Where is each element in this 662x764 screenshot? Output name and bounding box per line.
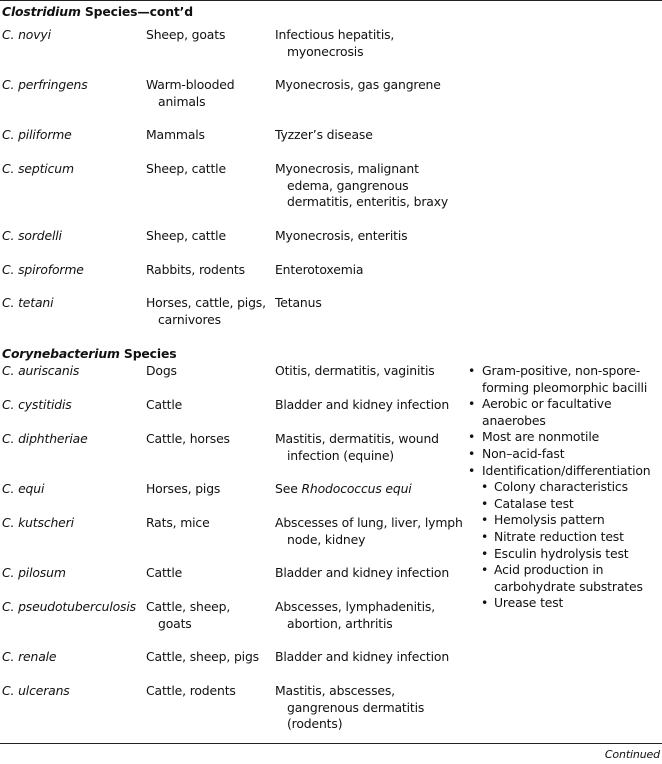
bullet-icon: • bbox=[468, 363, 476, 378]
disease-cell bbox=[275, 565, 460, 582]
disease-cell-line: See Rhodococcus equi bbox=[275, 481, 412, 496]
host-cell-line: Cattle, sheep, pigs bbox=[146, 649, 259, 664]
bullet-item bbox=[466, 446, 662, 463]
note-text: Hemolysis pattern bbox=[494, 512, 605, 528]
host-cell bbox=[146, 599, 271, 632]
host-cell bbox=[146, 565, 271, 582]
host-cell-line: Horses, cattle, pigs, bbox=[146, 295, 266, 310]
disease-cell-line: Mastitis, abscesses, bbox=[275, 683, 395, 698]
note-text: Urease test bbox=[494, 595, 564, 611]
host-cell bbox=[146, 481, 271, 498]
host-cell bbox=[146, 262, 271, 279]
host-cell-line: Horses, pigs bbox=[146, 481, 221, 496]
bullet-icon: • bbox=[481, 495, 489, 511]
host-cell bbox=[146, 127, 271, 144]
disease-cell bbox=[275, 649, 460, 666]
disease-cell-line: Abscesses, lymphadenitis, bbox=[275, 599, 435, 614]
note-text: Aerobic or facultative bbox=[482, 396, 612, 412]
disease-cell-line: infection (equine) bbox=[287, 447, 394, 463]
sub-bullet-item bbox=[466, 512, 662, 529]
disease-cell-line: abortion, arthritis bbox=[287, 615, 393, 631]
disease-cell bbox=[275, 295, 460, 312]
bullet-icon: • bbox=[481, 528, 489, 544]
sub-bullet-item bbox=[466, 479, 662, 496]
bottom-rule bbox=[0, 743, 662, 744]
bullet-item bbox=[466, 463, 662, 480]
sub-bullet-item bbox=[466, 546, 662, 563]
disease-cell bbox=[275, 515, 463, 548]
disease-cell-line: node, kidney bbox=[287, 531, 366, 547]
disease-cell bbox=[275, 27, 460, 60]
bullet-icon: • bbox=[481, 595, 489, 611]
host-cell-line: Rabbits, rodents bbox=[146, 262, 245, 277]
host-cell-line: Rats, mice bbox=[146, 515, 210, 530]
host-cell bbox=[146, 27, 271, 44]
host-cell bbox=[146, 515, 271, 532]
disease-cell-line: Mastitis, dermatitis, wound bbox=[275, 431, 439, 446]
note-text: Non–acid-fast bbox=[482, 445, 565, 461]
host-cell-line: animals bbox=[158, 93, 206, 109]
species-cell: C. auriscanis bbox=[2, 363, 80, 378]
note-text: Gram-positive, non-spore- bbox=[482, 363, 641, 378]
host-cell bbox=[146, 228, 271, 245]
host-cell-line: Sheep, cattle bbox=[146, 161, 226, 176]
sub-bullet-item bbox=[466, 595, 662, 612]
corynebacterium-notes bbox=[466, 363, 662, 612]
disease-cell bbox=[275, 228, 460, 245]
host-cell bbox=[146, 363, 271, 380]
species-cell: C. ulcerans bbox=[2, 683, 70, 698]
disease-cell bbox=[275, 363, 460, 380]
disease-cell bbox=[275, 77, 460, 94]
bullet-item bbox=[466, 396, 662, 429]
note-text: Acid production in bbox=[494, 562, 604, 578]
disease-cell bbox=[275, 431, 460, 464]
disease-cell-line: Enterotoxemia bbox=[275, 262, 364, 277]
bullet-icon: • bbox=[481, 512, 489, 528]
note-text: Nitrate reduction test bbox=[494, 528, 624, 544]
disease-cell bbox=[275, 599, 460, 632]
host-cell bbox=[146, 649, 271, 666]
species-cell: C. piliforme bbox=[2, 127, 72, 142]
sub-bullet-item bbox=[466, 529, 662, 546]
disease-cell bbox=[275, 683, 460, 733]
bullet-icon: • bbox=[468, 429, 476, 445]
disease-cell-line: Infectious hepatitis, bbox=[275, 27, 395, 42]
host-cell-line: Cattle, horses bbox=[146, 431, 230, 446]
species-cell: C. septicum bbox=[2, 161, 74, 176]
disease-cell bbox=[275, 397, 460, 414]
disease-cell-line: gangrenous dermatitis bbox=[287, 699, 425, 715]
species-cell: C. pilosum bbox=[2, 565, 66, 580]
disease-cell-line: Myonecrosis, enteritis bbox=[275, 228, 408, 243]
disease-cell-line: (rodents) bbox=[287, 716, 343, 732]
disease-cell-line: Bladder and kidney infection bbox=[275, 565, 450, 580]
species-cell: C. kutscheri bbox=[2, 515, 74, 530]
note-text: Esculin hydrolysis test bbox=[494, 545, 629, 561]
disease-cell-line: Tetanus bbox=[275, 295, 322, 310]
host-cell bbox=[146, 431, 271, 448]
section-title-clostridium: Clostridium Species—cont’d bbox=[2, 4, 193, 19]
host-cell-line: Sheep, goats bbox=[146, 27, 226, 42]
species-cell: C. novyi bbox=[2, 27, 51, 42]
note-text: carbohydrate substrates bbox=[494, 578, 643, 594]
species-cell: C. diphtheriae bbox=[2, 431, 88, 446]
species-cell: C. spiroforme bbox=[2, 262, 84, 277]
disease-cell-line: dermatitis, enteritis, braxy bbox=[287, 194, 449, 210]
disease-cell bbox=[275, 161, 460, 211]
top-rule bbox=[0, 0, 662, 1]
host-cell bbox=[146, 295, 271, 328]
disease-cell bbox=[275, 262, 460, 279]
host-cell-line: Warm-blooded bbox=[146, 77, 235, 92]
host-cell bbox=[146, 397, 271, 414]
host-cell-line: Sheep, cattle bbox=[146, 228, 226, 243]
host-cell-line: carnivores bbox=[158, 311, 221, 327]
species-cell: C. renale bbox=[2, 649, 57, 664]
sub-bullet-item bbox=[466, 562, 662, 595]
continued-label: Continued bbox=[604, 748, 660, 761]
bullet-icon: • bbox=[481, 545, 489, 561]
disease-cell-line: myonecrosis bbox=[287, 43, 364, 59]
bullet-icon: • bbox=[481, 562, 489, 578]
disease-cell-line: Bladder and kidney infection bbox=[275, 649, 450, 664]
host-cell bbox=[146, 161, 271, 178]
bullet-icon: • bbox=[468, 396, 476, 412]
host-cell bbox=[146, 77, 271, 110]
bullet-icon: • bbox=[481, 479, 489, 495]
bullet-icon: • bbox=[468, 445, 476, 461]
disease-cell-line: Myonecrosis, malignant bbox=[275, 161, 419, 176]
host-cell-line: Cattle bbox=[146, 397, 183, 412]
host-cell-line: Cattle, rodents bbox=[146, 683, 236, 698]
species-cell: C. perfringens bbox=[2, 77, 88, 92]
disease-cell-line: Myonecrosis, gas gangrene bbox=[275, 77, 441, 92]
species-cell: C. sordelli bbox=[2, 228, 62, 243]
bullet-icon: • bbox=[468, 462, 476, 478]
species-cell: C. cystitidis bbox=[2, 397, 72, 412]
disease-cell bbox=[275, 127, 460, 144]
host-cell-line: Cattle, sheep, bbox=[146, 599, 231, 614]
species-cell: C. equi bbox=[2, 481, 45, 496]
bullet-item bbox=[466, 429, 662, 446]
host-cell-line: Dogs bbox=[146, 363, 177, 378]
section-title-corynebacterium: Corynebacterium Species bbox=[2, 346, 177, 361]
note-text: Most are nonmotile bbox=[482, 429, 600, 445]
disease-cell-line: edema, gangrenous bbox=[287, 177, 409, 193]
disease-cell bbox=[275, 481, 460, 498]
note-text: Identification/differentiation bbox=[482, 462, 651, 478]
disease-cell-line: Bladder and kidney infection bbox=[275, 397, 450, 412]
note-text: forming pleomorphic bacilli bbox=[482, 379, 648, 395]
species-cell: C. pseudotuberculosis bbox=[2, 599, 136, 614]
bullet-item bbox=[466, 363, 662, 396]
sub-bullet-item bbox=[466, 496, 662, 513]
host-cell-line: goats bbox=[158, 615, 192, 631]
disease-cell-line: Tyzzer’s disease bbox=[275, 127, 373, 142]
note-text: Catalase test bbox=[494, 495, 574, 511]
note-text: anaerobes bbox=[482, 412, 546, 428]
disease-cell-line: Otitis, dermatitis, vaginitis bbox=[275, 363, 435, 378]
host-cell-line: Cattle bbox=[146, 565, 183, 580]
note-text: Colony characteristics bbox=[494, 479, 628, 495]
host-cell bbox=[146, 683, 271, 700]
disease-cell-line: Abscesses of lung, liver, lymph bbox=[275, 515, 463, 530]
species-cell: C. tetani bbox=[2, 295, 54, 310]
host-cell-line: Mammals bbox=[146, 127, 205, 142]
